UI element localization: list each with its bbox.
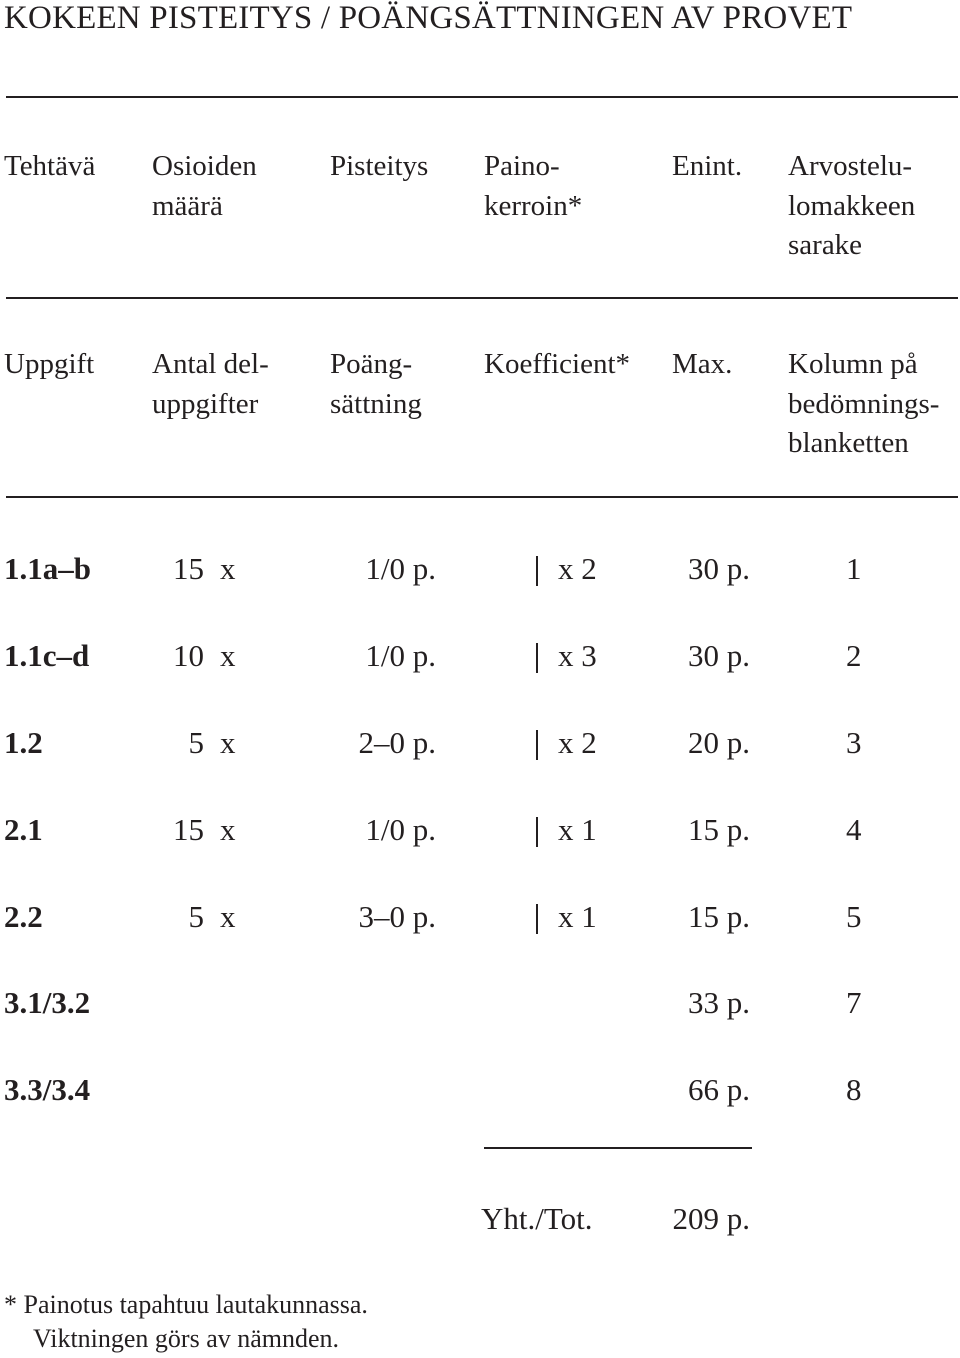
max-cell: 30 p.	[688, 551, 750, 586]
column-cell: 1	[846, 551, 862, 586]
header-sv-column-line3: blanketten	[788, 427, 909, 459]
header-fi-count	[152, 147, 257, 226]
separator-bar	[536, 730, 538, 760]
header-sv-count-line2: uppgifter	[152, 387, 259, 420]
count-cell: 15	[173, 551, 204, 586]
header-fi-column-line3: sarake	[788, 229, 863, 261]
max-cell: 15 p.	[688, 899, 750, 934]
column-cell: 2	[846, 638, 862, 673]
points-cell: 1/0 p.	[365, 551, 436, 586]
header-fi-count-line1: Osioiden	[152, 150, 257, 182]
task-cell: 2.1	[4, 812, 43, 847]
divider-top	[6, 96, 958, 98]
points-cell: 3–0 p.	[358, 899, 436, 934]
max-cell: 66 p.	[688, 1072, 750, 1107]
divider-bottom	[6, 496, 958, 498]
separator-bar	[536, 817, 538, 847]
task-cell: 1.1a–b	[4, 551, 91, 586]
header-fi-column	[788, 147, 915, 266]
header-fi-column-line1: Arvostelu-	[788, 150, 913, 182]
column-cell: 7	[846, 985, 862, 1020]
max-cell: 33 p.	[688, 985, 750, 1020]
multiply-cell: x	[220, 899, 236, 934]
table-row	[0, 983, 960, 1023]
separator-bar	[536, 904, 538, 934]
header-sv-column-line1: Kolumn på	[788, 348, 918, 380]
table-row	[0, 810, 960, 850]
header-fi-column-line2: lomakkeen	[788, 189, 916, 222]
table-row	[0, 723, 960, 763]
task-cell: 3.1/3.2	[4, 985, 91, 1020]
task-cell: 1.1c–d	[4, 638, 90, 673]
count-cell: 5	[188, 899, 204, 934]
header-sv-max: Max.	[672, 348, 733, 380]
header-fi-scoring: Pisteitys	[330, 150, 429, 182]
coefficient-cell: x 1	[558, 899, 597, 934]
max-cell: 30 p.	[688, 638, 750, 673]
column-cell: 8	[846, 1072, 862, 1107]
header-sv-coefficient: Koefficient*	[484, 348, 631, 380]
coefficient-cell: x 2	[558, 725, 597, 760]
task-cell: 3.3/3.4	[4, 1072, 91, 1107]
count-cell: 15	[173, 812, 204, 847]
header-sv-count	[152, 345, 269, 424]
header-fi-max: Enint.	[672, 150, 743, 182]
total-value: 209 p.	[672, 1201, 750, 1236]
header-sv-column	[788, 345, 939, 464]
task-cell: 1.2	[4, 725, 43, 760]
header-fi-count-line2: määrä	[152, 189, 223, 222]
column-cell: 3	[846, 725, 862, 760]
coefficient-cell: x 3	[558, 638, 597, 673]
header-fi-task: Tehtävä	[4, 150, 96, 182]
points-cell: 1/0 p.	[365, 638, 436, 673]
column-cell: 4	[846, 812, 862, 847]
sum-line	[484, 1147, 752, 1149]
table-row	[0, 549, 960, 589]
header-fi-coef-line1: Paino-	[484, 150, 560, 182]
coefficient-cell: x 1	[558, 812, 597, 847]
table-row	[0, 1070, 960, 1110]
header-sv-scoring-line2: sättning	[330, 387, 422, 420]
count-cell: 10	[173, 638, 204, 673]
points-cell: 1/0 p.	[365, 812, 436, 847]
header-sv-count-line1: Antal del-	[152, 348, 269, 380]
footnote-finnish: * Painotus tapahtuu lautakunnassa.	[4, 1290, 368, 1319]
footnote-swedish: Viktningen görs av nämnden.	[33, 1324, 340, 1353]
max-cell: 15 p.	[688, 812, 750, 847]
task-cell: 2.2	[4, 899, 43, 934]
max-cell: 20 p.	[688, 725, 750, 760]
header-fi-coefficient	[484, 147, 582, 226]
points-cell: 2–0 p.	[358, 725, 436, 760]
multiply-cell: x	[220, 638, 236, 673]
header-sv-scoring	[330, 345, 422, 424]
header-sv-task: Uppgift	[4, 348, 95, 380]
table-row	[0, 897, 960, 937]
divider-middle	[6, 297, 958, 299]
column-cell: 5	[846, 899, 862, 934]
header-sv-scoring-line1: Poäng-	[330, 348, 413, 380]
multiply-cell: x	[220, 551, 236, 586]
total-label: Yht./Tot.	[481, 1201, 593, 1236]
separator-bar	[536, 556, 538, 586]
header-fi-coef-line2: kerroin*	[484, 189, 583, 222]
table-row	[0, 636, 960, 676]
multiply-cell: x	[220, 812, 236, 847]
coefficient-cell: x 2	[558, 551, 597, 586]
page-title: KOKEEN PISTEITYS / POÄNGSÄTTNINGEN AV PROVET	[4, 0, 853, 36]
count-cell: 5	[188, 725, 204, 760]
multiply-cell: x	[220, 725, 236, 760]
separator-bar	[536, 643, 538, 673]
header-sv-column-line2: bedömnings-	[788, 387, 940, 420]
